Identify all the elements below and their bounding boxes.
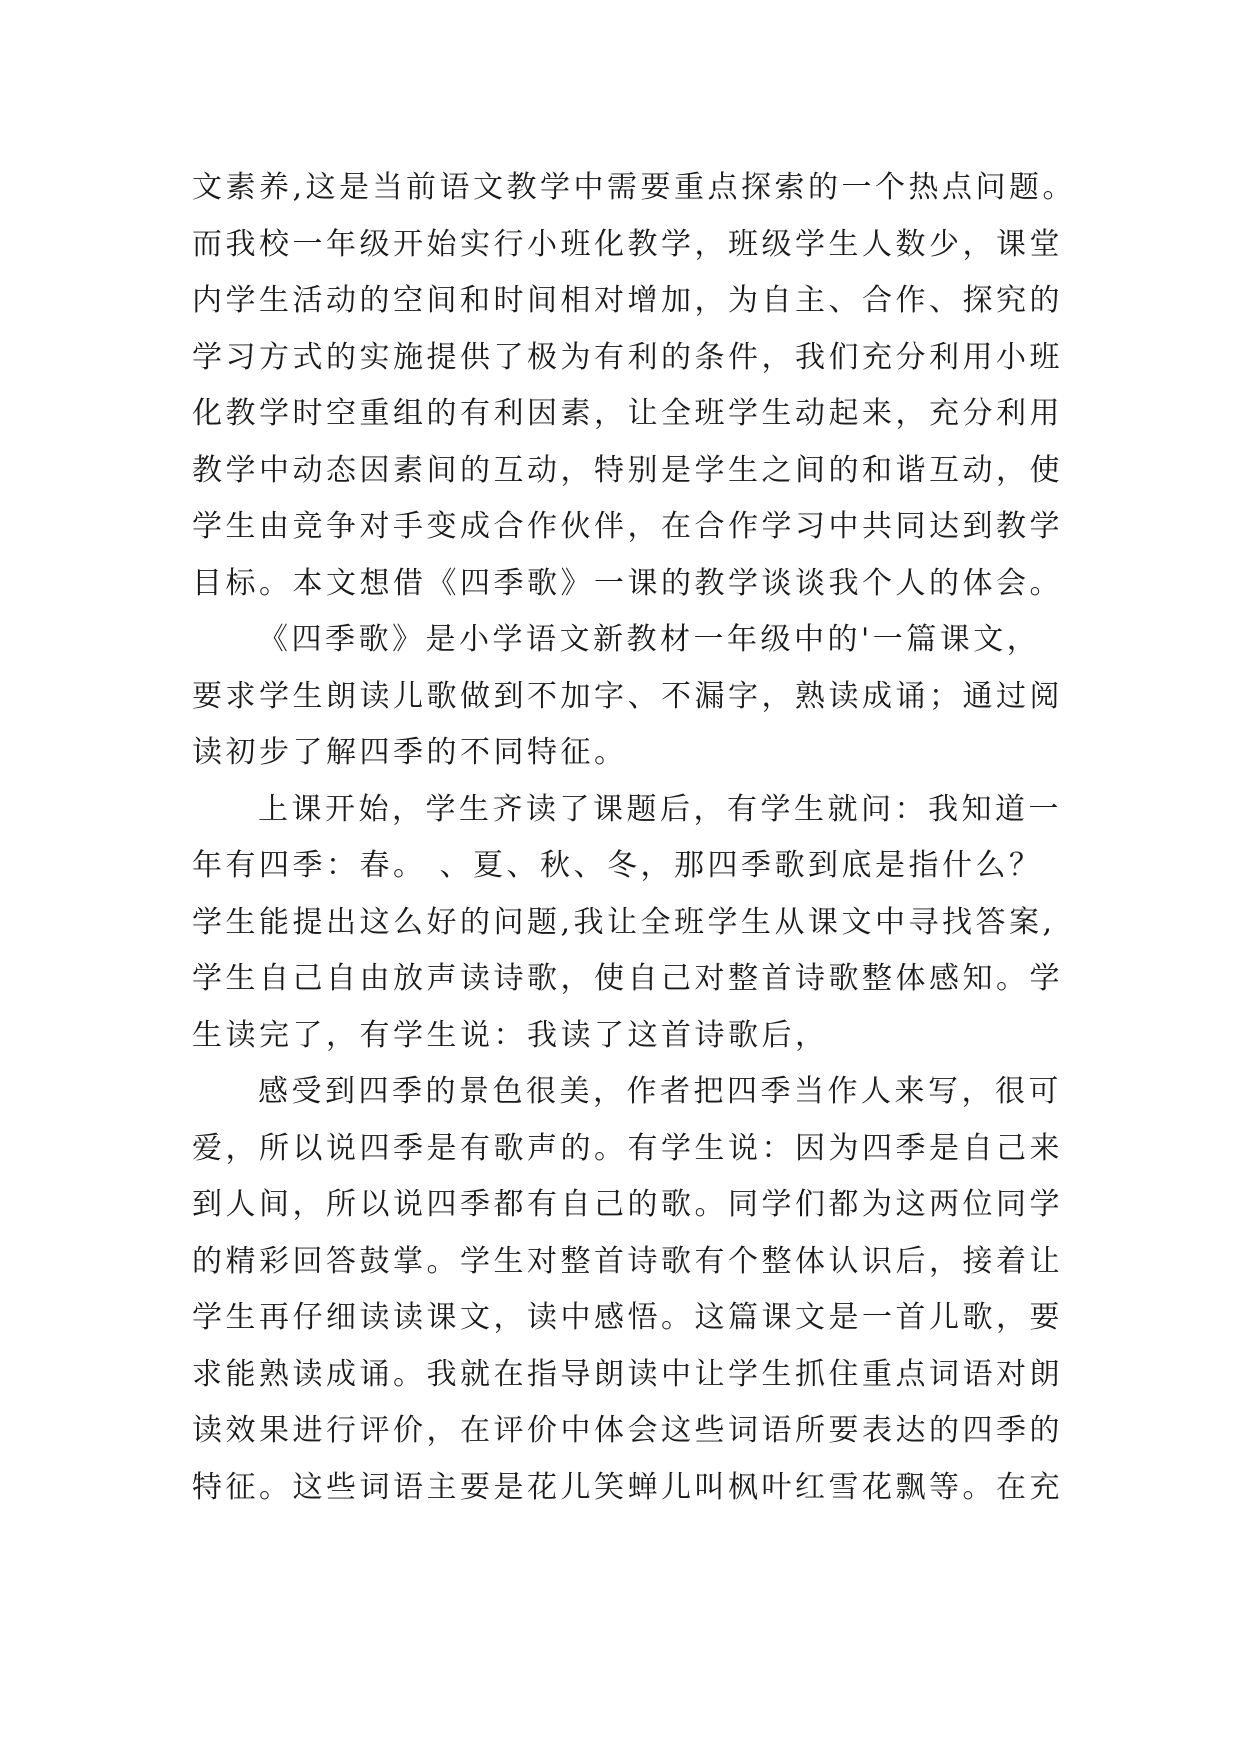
text-line: 目标。本文想借《四季歌》一课的教学谈谈我个人的体会。 — [192, 565, 1063, 601]
text-line: 读初步了解四季的不同特征。 — [192, 735, 628, 770]
text-line: 求能熟读成诵。我就在指导朗读中让学生抓住重点词语对朗 — [192, 1356, 1063, 1392]
text-line: 读效果进行评价，在评价中体会这些词语所要表达的四季的 — [192, 1413, 1063, 1448]
text-line: 生读完了，有学生说：我读了这首诗歌后， — [192, 1017, 829, 1053]
body-text — [192, 160, 1092, 1516]
text-line: 年有四季：春。 、夏、秋、冬，那四季歌到底是指什么？ — [192, 848, 1043, 883]
paragraph-start-line: 感受到四季的景色很美，作者把四季当作人来写，很可 — [258, 1074, 1062, 1109]
paragraph-start-line: 《四季歌》是小学语文新教材一年级中的'一篇课文， — [258, 622, 1041, 657]
paragraph-start-line: 上课开始，学生齐读了课题后，有学生就问：我知道一 — [258, 791, 1062, 827]
text-line: 要求学生朗读儿歌做到不加字、不漏字，熟读成诵；通过阅 — [192, 678, 1063, 714]
text-line: 文素养,这是当前语文教学中需要重点探索的一个热点问题。 — [192, 170, 1077, 205]
text-line: 内学生活动的空间和时间相对增加，为自主、合作、探究的 — [192, 283, 1063, 318]
text-line: 学生能提出这么好的问题,我让全班学生从课文中寻找答案, — [192, 904, 1056, 940]
text-line: 化教学时空重组的有利因素，让全班学生动起来，充分利用 — [192, 396, 1063, 431]
text-line: 学习方式的实施提供了极为有利的条件，我们充分利用小班 — [192, 339, 1063, 375]
text-line: 学生再仔细读读课文，读中感悟。这篇课文是一首儿歌，要 — [192, 1300, 1063, 1335]
text-line: 学生由竞争对手变成合作伙伴，在合作学习中共同达到教学 — [192, 509, 1063, 544]
text-line: 的精彩回答鼓掌。学生对整首诗歌有个整体认识后，接着让 — [192, 1243, 1063, 1279]
text-line: 而我校一年级开始实行小班化教学，班级学生人数少，课堂 — [192, 226, 1063, 262]
text-line: 到人间，所以说四季都有自己的歌。同学们都为这两位同学 — [192, 1187, 1063, 1222]
text-line: 特征。这些词语主要是花儿笑蝉儿叫枫叶红雪花飘等。在充 — [192, 1469, 1063, 1505]
text-line: 爱，所以说四季是有歌声的。有学生说：因为四季是自己来 — [192, 1130, 1063, 1166]
text-line: 教学中动态因素间的互动，特别是学生之间的和谐互动，使 — [192, 452, 1063, 488]
text-line: 学生自己自由放声读诗歌，使自己对整首诗歌整体感知。学 — [192, 961, 1063, 996]
